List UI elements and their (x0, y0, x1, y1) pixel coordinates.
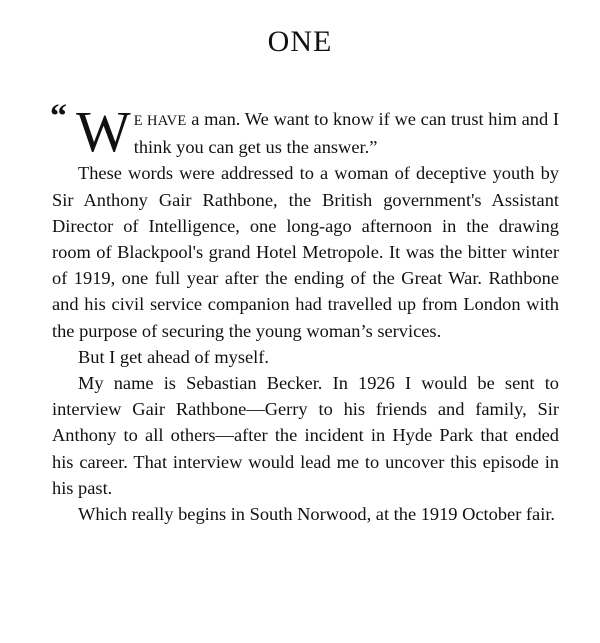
opening-quote-mark: “ (50, 98, 67, 135)
opening-paragraph (50, 98, 559, 164)
paragraph: But I get ahead of myself. (78, 346, 270, 367)
chapter-title: ONE (267, 25, 333, 58)
drop-cap: W (76, 99, 131, 164)
paragraph: Which really begins in South Norwood, at the 1919 October fair. (78, 504, 556, 525)
paragraph: My name is Sebastian Becker. In 1926 I would be sent to interview Gair Rathbone—Gerry to his friends and family, Sir Anthony to all others—after the incident in Hyde Park that ended his career. That interview would lead me to uncover this episode in his past. (52, 373, 559, 498)
opening-text: a man. We want to know if we can trust him and I think you can get us the answer.” (133, 109, 559, 158)
opening-small-caps: E HAVE (133, 113, 187, 129)
paragraph: These words were addressed to a woman of deceptive youth by Sir Anthony Gair Rathbone, the British government's Assistant Director of Intelligence, one long-ago afternoon in the drawing room of Blackpool's grand Hotel Metropole. It was the bitter winter of 1919, one full year after the ending of the Great War. Rathbone and his civil service companion had travelled up from London with the purpose of securing the young woman’s services. (52, 163, 559, 341)
chapter-body (50, 98, 559, 527)
